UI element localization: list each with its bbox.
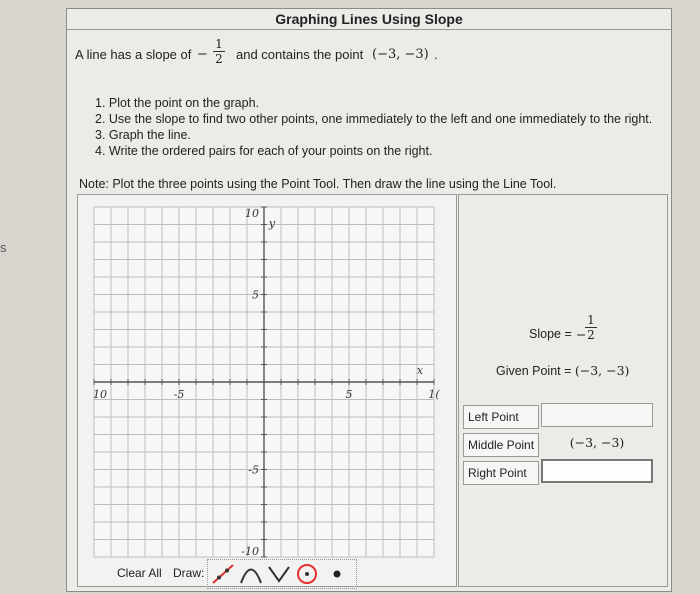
y-tick-label: -10 xyxy=(241,545,259,558)
title-divider xyxy=(67,29,671,30)
circle-tool-icon[interactable] xyxy=(294,562,320,586)
graph-area[interactable] xyxy=(77,194,457,587)
x-axis-label: x xyxy=(416,364,424,377)
given-point xyxy=(496,363,629,378)
tool-note: Note: Plot the three points using the Point Tool. Then draw the line using the Line Tool. xyxy=(79,177,557,191)
y-tick-label: 5 xyxy=(252,288,259,302)
coordinate-grid[interactable] xyxy=(78,195,456,586)
line-tool-icon[interactable] xyxy=(210,562,236,586)
y-tick-label: 10 xyxy=(245,207,259,220)
draw-tools xyxy=(207,559,357,589)
instruction-step: 4. Write the ordered pairs for each of your points on the right. xyxy=(95,144,433,158)
point-tool-icon[interactable] xyxy=(324,562,350,586)
instruction-list xyxy=(95,95,665,159)
y-tick-label: -5 xyxy=(248,463,259,477)
problem-slope-fraction xyxy=(213,37,225,66)
middle-point-value: (−3, −3) xyxy=(569,435,625,450)
cropped-edge-text: s xyxy=(0,240,7,255)
answer-panel xyxy=(458,194,668,587)
graphing-panel xyxy=(66,8,672,592)
problem-middle: and contains the point xyxy=(236,47,364,62)
slope-label: Slope = xyxy=(529,327,572,341)
slope-fraction xyxy=(585,313,597,342)
instruction-step: 1. Plot the point on the graph. xyxy=(95,96,260,110)
right-point-input[interactable] xyxy=(541,459,653,483)
problem-point: (−3, −3) xyxy=(372,47,429,62)
problem-minus: − xyxy=(197,47,208,62)
slope-numerator: 1 xyxy=(587,313,595,327)
x-tick-label: 5 xyxy=(345,388,353,401)
page-title: Graphing Lines Using Slope xyxy=(275,11,463,27)
slope-denominator: 2 xyxy=(587,328,595,342)
given-point-value: (−3, −3) xyxy=(574,363,630,378)
x-tick-label: 1( xyxy=(428,388,440,401)
draw-label: Draw: xyxy=(173,566,205,580)
problem-slope-numerator: 1 xyxy=(215,37,223,51)
slope-sign: − xyxy=(576,327,587,342)
left-point-input[interactable] xyxy=(541,403,653,427)
middle-point-label: Middle Point xyxy=(463,433,539,457)
instruction-step: 2. Use the slope to find two other points, one immediately to the left and one immediately to the right. xyxy=(95,112,653,126)
parabola-tool-icon[interactable] xyxy=(238,562,264,586)
y-axis-label: y xyxy=(268,217,276,230)
problem-suffix: . xyxy=(434,47,438,62)
left-point-label: Left Point xyxy=(463,405,539,429)
instruction-step: 3. Graph the line. xyxy=(95,128,191,142)
problem-prefix: A line has a slope of xyxy=(75,47,192,62)
given-point-label: Given Point = xyxy=(496,364,572,378)
right-point-label: Right Point xyxy=(463,461,539,485)
x-tick-label: 10 xyxy=(93,388,107,401)
problem-slope-denominator: 2 xyxy=(215,52,223,66)
absolute-value-tool-icon[interactable] xyxy=(266,562,292,586)
clear-all-button[interactable]: Clear All xyxy=(117,566,162,580)
x-tick-label: -5 xyxy=(173,388,185,401)
